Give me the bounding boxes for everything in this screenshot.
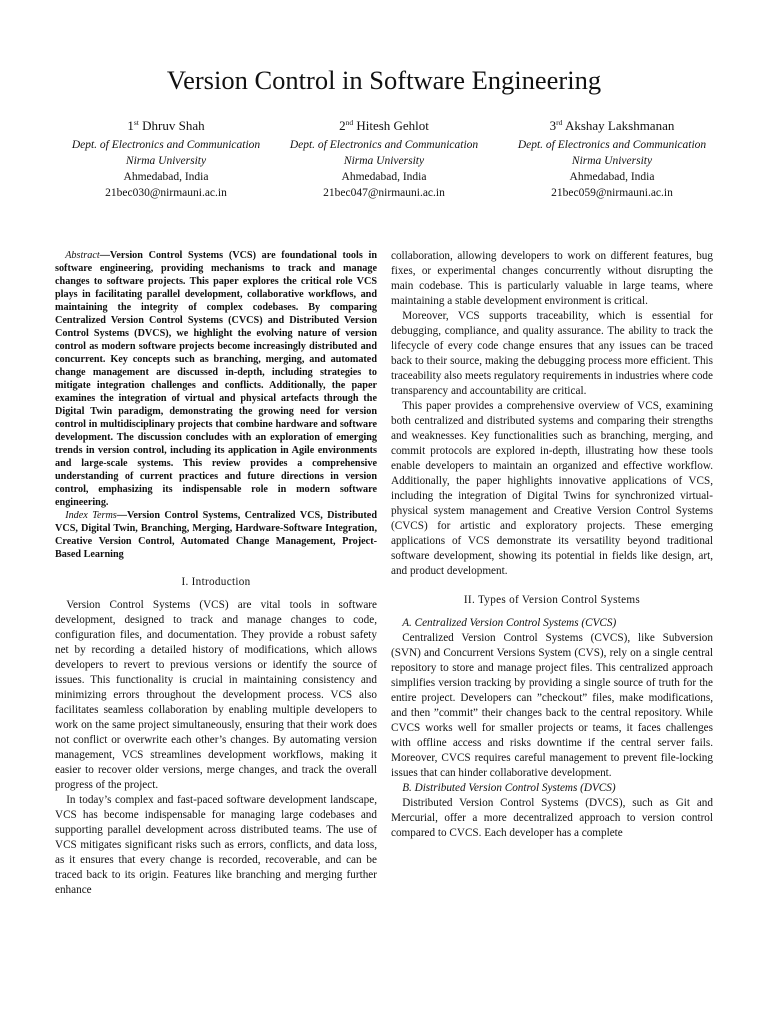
author-email: 21bec047@nirmauni.ac.in	[323, 187, 445, 199]
paragraph: Distributed Version Control Systems (DVCS), such as Git and Mercurial, offer a more decentralized approach to version control compared to CVCS. Each developer has a complete	[391, 797, 713, 839]
author-email: 21bec030@nirmauni.ac.in	[105, 187, 227, 199]
index-terms: Index Terms—Version Control Systems, Centralized VCS, Distributed VCS, Digital Twin, Branching, Merging, Hardware-Software Integration, Creative Version Control, Automated Change Management, Project-Based Learning	[55, 510, 377, 560]
author-block	[492, 118, 732, 201]
author-email: 21bec059@nirmauni.ac.in	[551, 187, 673, 199]
subsection-heading-dvcs: B. Distributed Version Control Systems (DVCS)	[402, 782, 616, 794]
author-city: Ahmedabad, India	[123, 171, 209, 183]
author-dept: Dept. of Electronics and Communication	[71, 139, 261, 151]
paragraph-continuation: collaboration, allowing developers to work on different features, bug fixes, or experimental changes concurrently without disrupting the main codebase. This is particularly valuable in large teams, where maintaining a stable development environment is critical.	[391, 250, 713, 307]
abstract: Abstract—Version Control Systems (VCS) are foundational tools in software engineering, providing mechanisms to track and manage changes to software projects. This paper explores the critical role VCS plays in facilitating parallel development, collaborative workflows, and maintaining the integrity of complex codebases. By comparing Centralized Version Control Systems (CVCS) and Distributed Version Control Systems (DVCS), we highlight the evolving nature of version control as modern software projects become increasingly distributed and concurrent. Key concepts such as branching, merging, and automated change management are discussed in-depth, including strategies to mitigate integration challenges and conflicts. Additionally, the paper examines the integration of virtual and physical artefacts through the Digital Twin paradigm, demonstrating the growing need for version control in multidisciplinary projects that combine hardware and software development. The discussion concludes with an exploration of emerging trends in version control, including its application in Agile environments and large-scale systems. This review provides a comprehensive understanding of current practices and future directions in version control, emphasizing its indispensable role in modern software engineering.	[55, 250, 377, 508]
author-university: Nirma University	[125, 155, 207, 167]
author-block	[46, 118, 286, 201]
author-dept: Dept. of Electronics and Communication	[517, 139, 707, 151]
author-university: Nirma University	[343, 155, 425, 167]
paragraph: Centralized Version Control Systems (CVCS), like Subversion (SVN) and Concurrent Versions System (CVS), rely on a single central repository to store and manage project files. This centralized approach simplifies version tracking by providing a single source of truth for the entire project. Developers can ”checkout” files, make modifications, and then ”commit” their changes back to the central repository. While CVCS works well for smaller projects or teams, it faces challenges with offline access and risks downtime if the central server fails. Moreover, CVCS requires careful management to prevent file-locking issues that can hinder collaborative development.	[391, 632, 713, 779]
right-column	[391, 249, 713, 841]
paragraph: Version Control Systems (VCS) are vital tools in software development, designed to track and manage changes to code, configuration files, and documentation. They provide a robust safety net by recording a detailed history of modifications, which allows developers to revert to previous versions or identify the source of issues. This functionality is crucial in maintaining consistency and minimizing errors throughout the development process. VCS also facilitates seamless collaboration by enabling multiple developers to work on the same project simultaneously, ensuring that their work does not conflict or overwrite each other’s changes. By automating version management, VCS streamlines development workflows, making it easier to recover older versions, merge changes, and track the overall progress of the project.	[55, 599, 377, 791]
author-university: Nirma University	[571, 155, 653, 167]
subsection-heading-cvcs: A. Centralized Version Control Systems (CVCS)	[402, 617, 617, 629]
author-dept: Dept. of Electronics and Communication	[289, 139, 479, 151]
paragraph: Moreover, VCS supports traceability, which is essential for debugging, compliance, and quality assurance. The ability to track the lifecycle of every code change ensures that any issues can be traced back to their source, making the debugging process more efficient. This traceability also meets regulatory requirements in industries where code transparency and accountability are critical.	[391, 310, 713, 397]
paper-title: Version Control in Software Engineering	[166, 65, 602, 95]
author-name-line: 3rd Akshay Lakshmanan	[549, 118, 675, 133]
paragraph: This paper provides a comprehensive overview of VCS, examining both centralized and distributed systems and comparing their strengths and weaknesses. Key functionalities such as branching, merging, and commit protocols are explored in-depth, illustrating how these tools enable developers to maintain an organized and effective workflow. Additionally, the paper highlights innovative applications of VCS, including the integration of Digital Twins for synchronized virtual-physical system management and Creative Version Control Systems (CVCS) for artistic and exploratory projects. These emerging applications of VCS demonstrate its versatility beyond traditional software development, showing its potential in fields like design, art, and product development.	[391, 400, 713, 577]
left-column	[55, 249, 377, 898]
author-block	[264, 118, 504, 201]
paragraph: In today’s complex and fast-paced software development landscape, VCS has become indispensable for managing large codebases and supporting parallel development across distributed teams. The use of VCS mitigates significant risks such as errors, conflicts, and data loss, as it ensures that every change is recorded, recoverable, and can be traced back to its origin. Features like branching and merging further enhance	[55, 794, 377, 896]
author-name-line: 1st Dhruv Shah	[127, 118, 205, 133]
section-heading-types: II. Types of Version Control Systems	[463, 594, 641, 606]
section-heading-introduction: I. Introduction	[181, 576, 251, 588]
author-city: Ahmedabad, India	[341, 171, 427, 183]
author-city: Ahmedabad, India	[569, 171, 655, 183]
author-name-line: 2nd Hitesh Gehlot	[339, 118, 429, 133]
